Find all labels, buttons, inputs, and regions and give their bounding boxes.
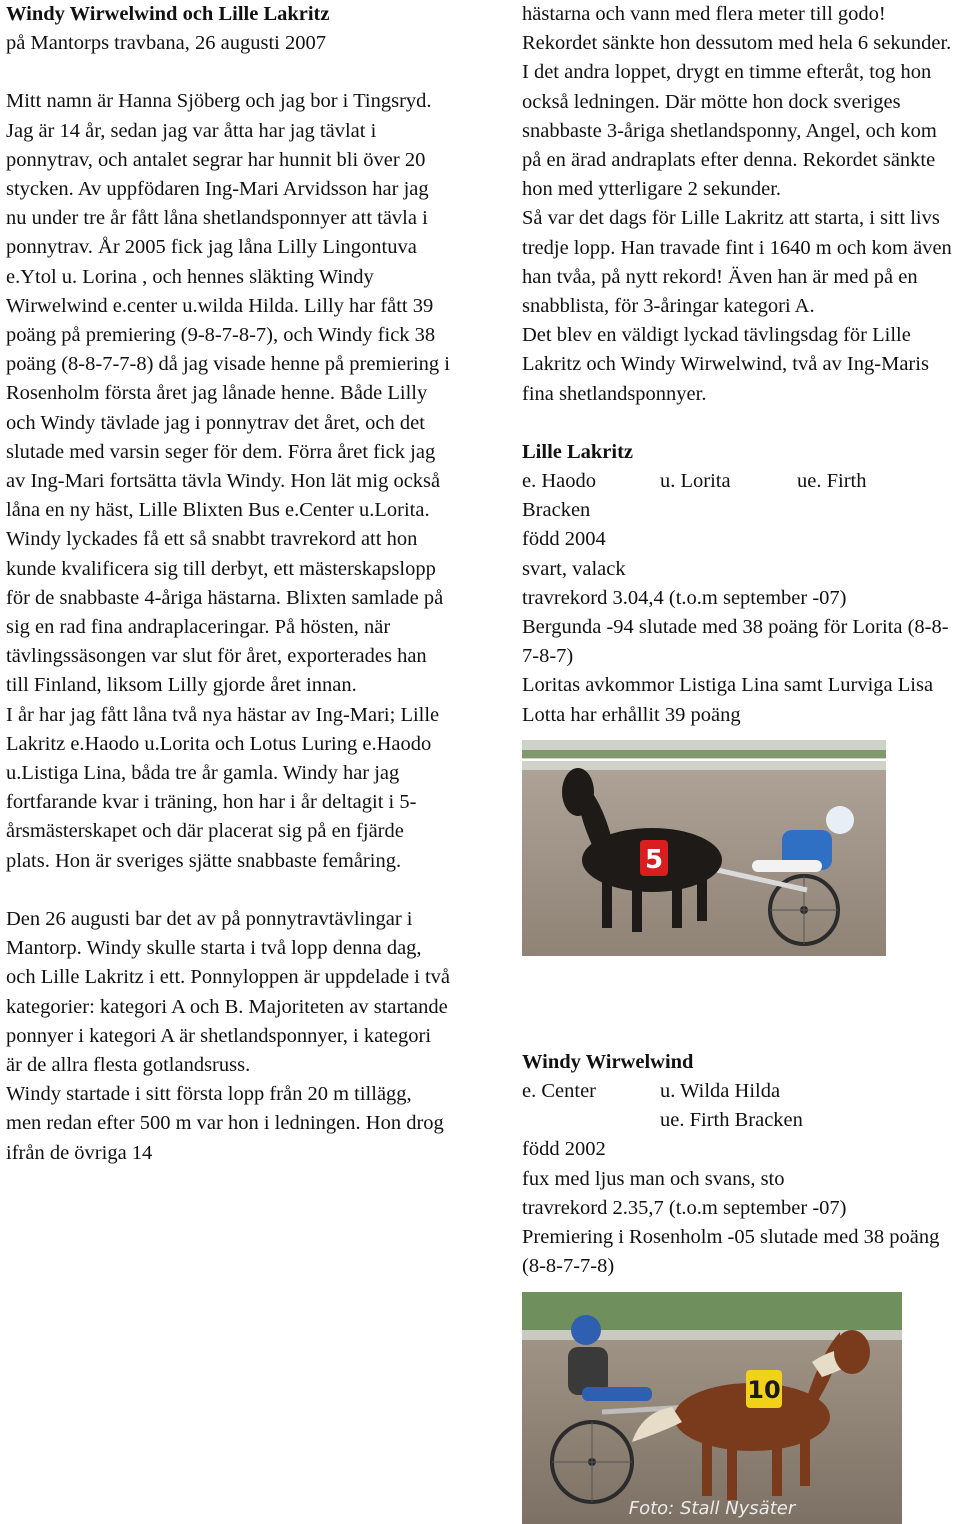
photo-lille-lakritz (522, 740, 886, 956)
sire: e. Center (522, 1080, 596, 1103)
body-paragraph-6: Så var det dags för Lille Lakritz att starta, i sitt livs tredje lopp. Han travade fint i 1640 m och kom även han tvåa, på nytt rekord! Även han är med på en snabblista, för 3-åringar kategori A. (522, 207, 952, 318)
article-subtitle: på Mantorps travbana, 26 augusti 2007 (6, 32, 326, 55)
photo-windy-wirwelwind (522, 1292, 902, 1524)
body-paragraph-3: Den 26 augusti bar det av på ponnytravtävlingar i Mantorp. Windy skulle starta i två lopp denna dag, och Lille Lakritz i ett. Ponnyloppen är uppdelade i två kategorier: kategori A och B. Majoriteten av startande ponnyer i kategori A är shetlandsponnyer, i kategori är de allra flesta gotlandsruss. (6, 907, 451, 1076)
horse-note: Premiering i Rosenholm -05 slutade med 38 poäng (8-8-7-7-8) (522, 1226, 940, 1278)
bib-number: 10 (747, 1375, 781, 1404)
body-paragraph-7: Det blev en väldigt lyckad tävlingsdag för Lille Lakritz och Windy Wirwelwind, två av Ing-Maris fina shetlandsponnyer. (522, 324, 929, 405)
body-paragraph-5: hästarna och vann med flera meter till godo! Rekordet sänkte hon dessutom med hela 6 sekunder. I det andra loppet, drygt en timme efteråt, tog hon också ledningen. Där mötte hon dock sveriges snabbaste 3-åriga shetlandsponny, Angel, och kom på en ärad andraplats efter denna. Rekordet sänkte hon med ytterligare 2 sekunder. (522, 3, 952, 201)
horse-info-windy-wirwelwind (522, 1048, 958, 1282)
body-paragraph-4: Windy startade i sitt första lopp från 20 m tillägg, men redan efter 500 m var hon i ledningen. Hon drog ifrån de övriga 14 (6, 1083, 444, 1164)
damsire: ue. Firth Bracken (660, 1109, 803, 1132)
right-column (522, 0, 958, 1524)
coat-color: fux med ljus man och svans, sto (522, 1167, 785, 1190)
sire: e. Haodo (522, 470, 597, 493)
horse-note: Loritas avkommor Listiga Lina samt Lurviga Lisa Lotta har erhållit 39 poäng (522, 674, 934, 726)
race-record: travrekord 3.04,4 (t.o.m september -07) (522, 586, 847, 609)
pedigree-row (522, 467, 958, 496)
dam: u. Wilda Hilda (660, 1080, 781, 1103)
born-year: född 2002 (522, 1138, 606, 1161)
horse-note: Bergunda -94 slutade med 38 poäng för Lorita (8-8-7-8-7) (522, 616, 949, 668)
bib-number: 5 (644, 844, 664, 875)
horse-name: Lille Lakritz (522, 440, 634, 463)
photo-credit: Foto: Stall Nysäter (628, 1497, 796, 1519)
left-column (6, 0, 451, 1168)
damsire-cont: Bracken (522, 499, 591, 522)
horse-info-lille-lakritz (522, 438, 958, 730)
race-record: travrekord 2.35,7 (t.o.m september -07) (522, 1196, 847, 1219)
pedigree-row (522, 1077, 958, 1106)
article-title: Windy Wirwelwind och Lille Lakritz (6, 3, 330, 25)
damsire: ue. Firth (797, 470, 867, 493)
born-year: född 2004 (522, 528, 606, 551)
horse-name: Windy Wirwelwind (522, 1050, 694, 1073)
body-paragraph-2: I år har jag fått låna två nya hästar av Ing-Mari; Lille Lakritz e.Haodo u.Lorita och Lotus Luring e.Haodo u.Listiga Lina, båda tre år gamla. Windy har jag fortfarande kvar i träning, hon har i år deltagit i 5-årsmästerskapet och där placerat sig på en fjärde plats. Hon är sveriges sjätte snabbaste femåring. (6, 703, 440, 872)
body-paragraph-1: Mitt namn är Hanna Sjöberg och jag bor i Tingsryd. Jag är 14 år, sedan jag var åtta har jag tävlat i ponnytrav, och antalet segrar har hunnit bli över 20 stycken. Av uppfödaren Ing-Mari Arvidsson har jag nu under tre år fått låna shetlandsponnyer att tävla i ponnytrav. År 2005 fick jag låna Lilly Lingontuva e.Ytol u. Lorina , och hennes släkting Windy Wirwelwind e.center u.wilda Hilda. Lilly har fått 39 poäng på premiering (9-8-7-8-7), och Windy fick 38 poäng (8-8-7-7-8) då jag visade henne på premiering i Rosenholm första året jag lånade henne. Både Lilly och Windy tävlade jag i ponnytrav det året, och det slutade med varsin seger för dem. Förra året fick jag av Ing-Mari fortsätta tävla Windy. Hon lät mig också låna en ny häst, Lille Blixten Bus e.Center u.Lorita. Windy lyckades få ett så snabbt travrekord att hon kunde kvalificera sig till derbyt, ett mästerskapslopp för de snabbaste 4-åriga hästarna. Blixten samlade på sig en rad fina andraplaceringar. På hösten, när tävlingssäsongen var slut för året, exporterades han till Finland, liksom Lilly gjorde året innan. (6, 90, 451, 697)
coat-color: svart, valack (522, 557, 626, 580)
dam: u. Lorita (660, 470, 731, 493)
